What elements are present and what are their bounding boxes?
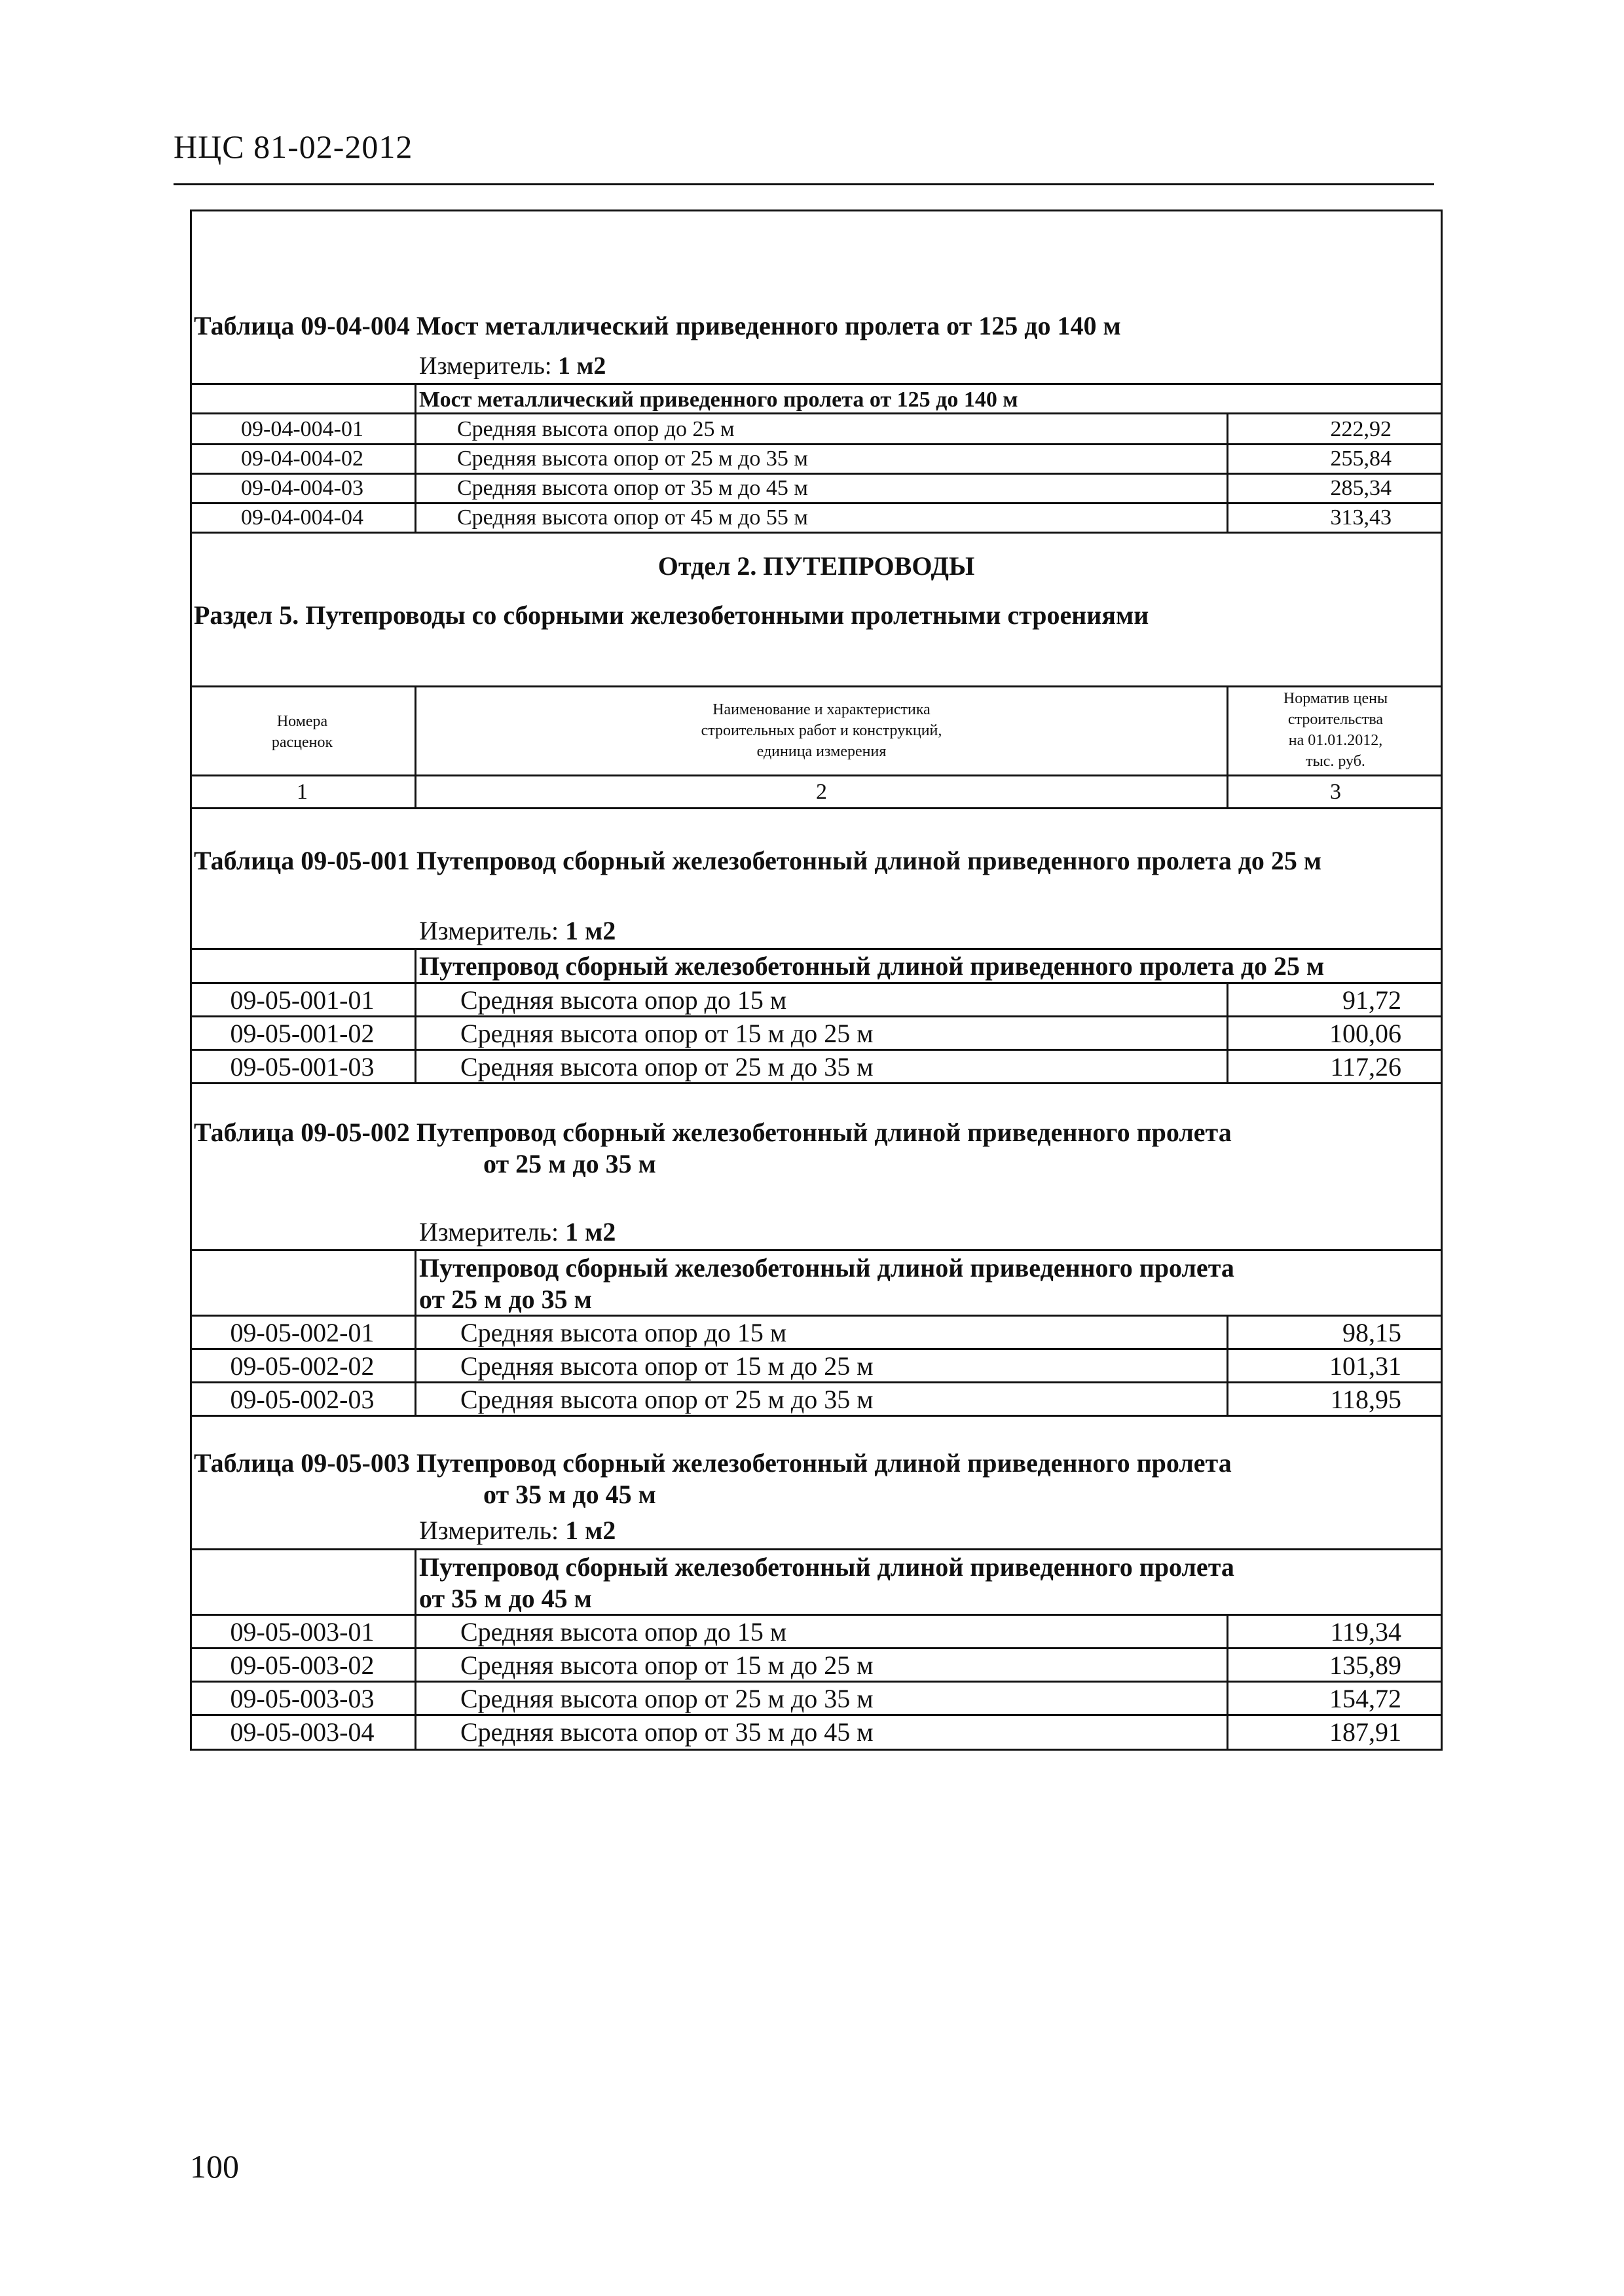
row-desc: Средняя высота опор от 15 м до 25 м — [460, 1019, 874, 1048]
row-desc: Средняя высота опор до 25 м — [457, 417, 735, 441]
column-header-top — [190, 685, 1443, 687]
row-code: 09-04-004-01 — [241, 417, 363, 441]
meter-label — [419, 918, 616, 944]
col1-number: 1 — [297, 780, 308, 804]
group-title: Путепровод сборный железобетонный длиной приведенного пролета до 25 м — [419, 951, 1325, 981]
col3-header-line2: строительства — [1287, 711, 1384, 728]
row-rule — [190, 383, 1443, 385]
row-value: 154,72 — [1329, 1684, 1401, 1713]
row-value: 187,91 — [1329, 1717, 1401, 1747]
row-code: 09-04-004-04 — [241, 505, 363, 530]
row-code: 09-05-002-01 — [230, 1318, 375, 1347]
col2-header-line2: строительных работ и конструкций, — [701, 722, 942, 739]
table-row — [190, 444, 1443, 473]
table-title-line1: Таблица 09-05-002 Путепровод сборный железобетонный длиной приведенного пролета — [194, 1118, 1232, 1147]
row-code: 09-05-003-03 — [230, 1684, 375, 1713]
row-value: 91,72 — [1342, 985, 1401, 1015]
row-value: 222,92 — [1330, 417, 1392, 441]
row-code: 09-05-001-02 — [230, 1019, 375, 1048]
col2-number: 2 — [816, 780, 827, 804]
row-desc: Средняя высота опор от 45 м до 55 м — [457, 505, 808, 530]
row-desc: Средняя высота опор до 15 м — [460, 985, 787, 1015]
row-desc: Средняя высота опор от 35 м до 45 м — [460, 1717, 874, 1747]
col1-header-line2: расценок — [271, 734, 333, 751]
document-code: НЦС 81-02-2012 — [174, 128, 413, 165]
table-title-line2: от 25 м до 35 м — [483, 1149, 656, 1178]
row-rule — [190, 948, 1443, 950]
meter-label-text: Измеритель: — [419, 916, 566, 945]
table-row — [190, 1317, 1443, 1349]
table-title-line1: Таблица 09-05-003 Путепровод сборный железобетонный длиной приведенного пролета — [194, 1448, 1232, 1478]
col3-number: 3 — [1330, 780, 1341, 804]
meter-label-text: Измеритель: — [419, 1217, 566, 1247]
col2-header-line3: единица измерения — [756, 743, 887, 760]
row-code: 09-05-002-02 — [230, 1351, 375, 1381]
row-desc: Средняя высота опор от 15 м до 25 м — [460, 1650, 874, 1680]
table-title: Таблица 09-05-001 Путепровод сборный железобетонный длиной приведенного пролета до 25 м — [194, 846, 1322, 875]
row-desc: Средняя высота опор от 15 м до 25 м — [460, 1351, 874, 1381]
row-code: 09-05-003-01 — [230, 1617, 375, 1647]
table-row — [190, 1383, 1443, 1416]
table-row — [190, 1051, 1443, 1084]
row-value: 101,31 — [1329, 1351, 1401, 1381]
row-code: 09-05-001-01 — [230, 985, 375, 1015]
col3-header-line3: на 01.01.2012, — [1288, 732, 1383, 749]
group-title-line2: от 35 м до 45 м — [419, 1584, 592, 1613]
table-row — [190, 1716, 1443, 1749]
row-desc: Средняя высота опор до 15 м — [460, 1617, 787, 1647]
row-code: 09-04-004-02 — [241, 446, 363, 471]
col2-header-line1: Наименование и характеристика — [712, 701, 931, 718]
table-row — [190, 1683, 1443, 1715]
meter-label — [419, 1518, 616, 1544]
row-rule — [190, 1249, 1443, 1251]
row-code: 09-04-004-03 — [241, 476, 363, 500]
group-title: Мост металлический приведенного пролета от 125 до 140 м — [419, 388, 1018, 412]
header-divider — [174, 183, 1434, 185]
meter-value: 1 м2 — [565, 1217, 616, 1247]
group-title-line2: от 25 м до 35 м — [419, 1285, 592, 1314]
group-title-line1: Путепровод сборный железобетонный длиной приведенного пролета — [419, 1552, 1234, 1582]
page-number: 100 — [190, 2148, 239, 2185]
meter-value: 1 м2 — [558, 352, 606, 380]
row-value: 135,89 — [1329, 1650, 1401, 1680]
row-desc: Средняя высота опор от 25 м до 35 м — [460, 1385, 874, 1414]
row-desc: Средняя высота опор от 25 м до 35 м — [457, 446, 808, 471]
meter-label-text: Измеритель: — [419, 1516, 566, 1545]
row-value: 100,06 — [1329, 1019, 1401, 1048]
table-row — [190, 1017, 1443, 1050]
column-header-divider — [190, 774, 1443, 776]
row-desc: Средняя высота опор от 35 м до 45 м — [457, 476, 808, 500]
row-desc: Средняя высота опор до 15 м — [460, 1318, 787, 1347]
meter-label-text: Измеритель: — [419, 352, 558, 380]
subsection-heading: Раздел 5. Путепроводы со сборными железобетонными пролетными строениями — [194, 600, 1149, 630]
row-value: 313,43 — [1330, 505, 1392, 530]
row-rule — [190, 1548, 1443, 1550]
column-number-divider — [190, 807, 1443, 809]
row-desc: Средняя высота опор от 25 м до 35 м — [460, 1684, 874, 1713]
row-value: 118,95 — [1330, 1385, 1401, 1414]
table-row — [190, 1350, 1443, 1383]
table-row — [190, 984, 1443, 1017]
meter-label — [419, 354, 606, 378]
group-title-line1: Путепровод сборный железобетонный длиной приведенного пролета — [419, 1253, 1234, 1283]
table-title-line2: от 35 м до 45 м — [483, 1480, 656, 1509]
row-code: 09-05-001-03 — [230, 1052, 375, 1082]
row-value: 98,15 — [1342, 1318, 1401, 1347]
row-code: 09-05-002-03 — [230, 1385, 375, 1414]
meter-label — [419, 1219, 616, 1245]
department-heading: Отдел 2. ПУТЕПРОВОДЫ — [657, 551, 975, 581]
meter-value: 1 м2 — [565, 1516, 616, 1545]
table-row — [190, 1616, 1443, 1649]
meter-value: 1 м2 — [565, 916, 616, 945]
row-value: 285,34 — [1330, 476, 1392, 500]
table-row — [190, 503, 1443, 532]
row-value: 255,84 — [1330, 446, 1392, 471]
table-row — [190, 414, 1443, 444]
col3-header-line1: Норматив цены — [1283, 690, 1388, 707]
row-code: 09-05-003-04 — [230, 1717, 375, 1747]
col3-header-line4: тыс. руб. — [1306, 753, 1365, 770]
table-row — [190, 1649, 1443, 1682]
row-value: 119,34 — [1330, 1617, 1401, 1647]
col1-header-line1: Номера — [276, 713, 328, 730]
row-desc: Средняя высота опор от 25 м до 35 м — [460, 1052, 874, 1082]
row-code: 09-05-003-02 — [230, 1650, 375, 1680]
table-title: Таблица 09-04-004 Мост металлический приведенного пролета от 125 до 140 м — [194, 311, 1121, 340]
row-value: 117,26 — [1330, 1052, 1401, 1082]
table-row — [190, 473, 1443, 503]
